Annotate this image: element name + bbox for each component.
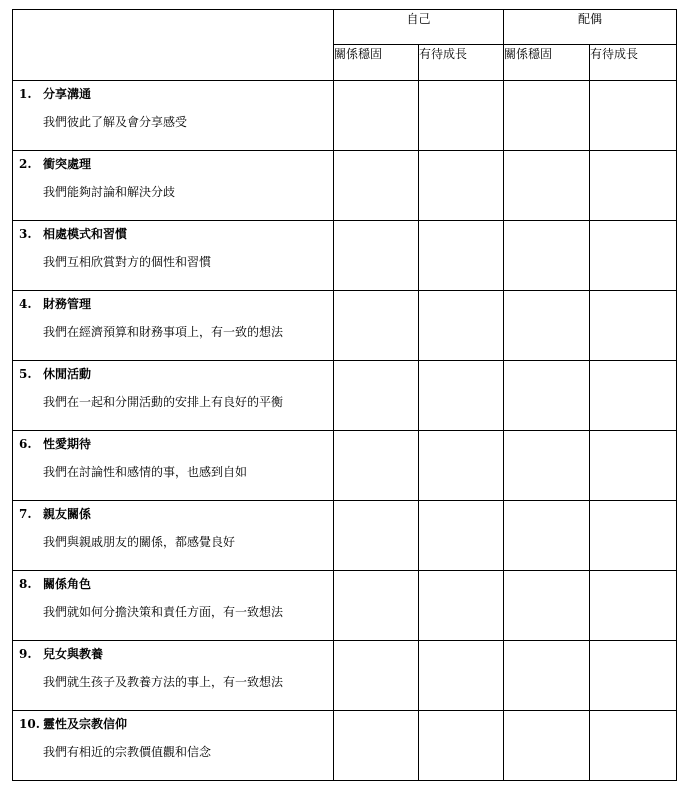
table-row bbox=[13, 361, 677, 431]
header-group-row bbox=[13, 10, 677, 45]
item-number: 10. bbox=[19, 717, 40, 731]
self-stable-cell[interactable] bbox=[334, 81, 419, 151]
header-self-grow: 有待成長 bbox=[419, 45, 504, 81]
item-description: 我們在一起和分開活動的安排上有良好的平衡 bbox=[43, 395, 284, 409]
item-description: 我們在經濟預算和財務事項上，有一致的想法 bbox=[43, 325, 284, 339]
self-stable-cell[interactable] bbox=[334, 711, 419, 781]
item-heading bbox=[19, 227, 333, 241]
spouse-stable-cell[interactable] bbox=[504, 501, 590, 571]
item-title: 衝突處理 bbox=[43, 157, 92, 171]
table-row bbox=[13, 291, 677, 361]
spouse-grow-cell[interactable] bbox=[590, 81, 677, 151]
self-grow-cell[interactable] bbox=[419, 501, 504, 571]
self-grow-cell[interactable] bbox=[419, 641, 504, 711]
item-label-cell bbox=[13, 571, 334, 641]
item-number: 2. bbox=[19, 157, 32, 171]
self-stable-cell[interactable] bbox=[334, 431, 419, 501]
table-row bbox=[13, 711, 677, 781]
header-self: 自己 bbox=[334, 10, 504, 45]
table-row bbox=[13, 641, 677, 711]
self-stable-cell[interactable] bbox=[334, 151, 419, 221]
table-row bbox=[13, 431, 677, 501]
self-grow-cell[interactable] bbox=[419, 291, 504, 361]
spouse-stable-cell[interactable] bbox=[504, 711, 590, 781]
table-row bbox=[13, 151, 677, 221]
item-title: 相處模式和習慣 bbox=[43, 227, 128, 241]
spouse-stable-cell[interactable] bbox=[504, 81, 590, 151]
self-grow-cell[interactable] bbox=[419, 431, 504, 501]
item-description: 我們有相近的宗教價值觀和信念 bbox=[43, 745, 212, 759]
item-title: 財務管理 bbox=[43, 297, 92, 311]
item-number: 5. bbox=[19, 367, 32, 381]
item-description: 我們能夠討論和解決分歧 bbox=[43, 185, 176, 199]
item-heading bbox=[19, 717, 333, 731]
item-label-cell bbox=[13, 361, 334, 431]
self-grow-cell[interactable] bbox=[419, 221, 504, 291]
item-number: 1. bbox=[19, 87, 32, 101]
item-heading bbox=[19, 157, 333, 171]
self-stable-cell[interactable] bbox=[334, 501, 419, 571]
item-title: 兒女與教養 bbox=[43, 647, 104, 661]
spouse-grow-cell[interactable] bbox=[590, 361, 677, 431]
table-row bbox=[13, 221, 677, 291]
spouse-stable-cell[interactable] bbox=[504, 571, 590, 641]
relationship-assessment-table bbox=[12, 9, 677, 781]
item-number: 9. bbox=[19, 647, 32, 661]
item-title: 分享溝通 bbox=[43, 87, 92, 101]
spouse-stable-cell[interactable] bbox=[504, 431, 590, 501]
spouse-stable-cell[interactable] bbox=[504, 221, 590, 291]
item-label-cell bbox=[13, 501, 334, 571]
item-number: 3. bbox=[19, 227, 32, 241]
header-self-stable: 關係穩固 bbox=[334, 45, 419, 81]
self-stable-cell[interactable] bbox=[334, 571, 419, 641]
item-heading bbox=[19, 297, 333, 311]
spouse-grow-cell[interactable] bbox=[590, 151, 677, 221]
item-label-cell bbox=[13, 81, 334, 151]
item-heading bbox=[19, 87, 333, 101]
header-spouse-stable: 關係穩固 bbox=[504, 45, 590, 81]
item-heading bbox=[19, 437, 333, 451]
item-label-cell bbox=[13, 221, 334, 291]
item-number: 8. bbox=[19, 577, 32, 591]
table-row bbox=[13, 81, 677, 151]
item-description: 我們互相欣賞對方的個性和習慣 bbox=[43, 255, 212, 269]
item-title: 關係角色 bbox=[43, 577, 92, 591]
item-label-cell bbox=[13, 291, 334, 361]
header-spouse: 配偶 bbox=[504, 10, 677, 45]
item-description: 我們就如何分擔決策和責任方面，有一致想法 bbox=[43, 605, 284, 619]
spouse-grow-cell[interactable] bbox=[590, 711, 677, 781]
spouse-grow-cell[interactable] bbox=[590, 571, 677, 641]
item-label-cell bbox=[13, 711, 334, 781]
item-description: 我們在討論性和感情的事，也感到自如 bbox=[43, 465, 248, 479]
self-grow-cell[interactable] bbox=[419, 81, 504, 151]
spouse-grow-cell[interactable] bbox=[590, 291, 677, 361]
item-heading bbox=[19, 647, 333, 661]
item-description: 我們彼此了解及會分享感受 bbox=[43, 115, 188, 129]
item-number: 4. bbox=[19, 297, 32, 311]
item-heading bbox=[19, 577, 333, 591]
spouse-stable-cell[interactable] bbox=[504, 361, 590, 431]
item-title: 性愛期待 bbox=[43, 437, 92, 451]
item-heading bbox=[19, 367, 333, 381]
item-heading bbox=[19, 507, 333, 521]
item-number: 6. bbox=[19, 437, 32, 451]
item-description: 我們與親戚朋友的關係，都感覺良好 bbox=[43, 535, 236, 549]
self-stable-cell[interactable] bbox=[334, 291, 419, 361]
header-blank-cell bbox=[13, 10, 334, 81]
assessment-items bbox=[13, 81, 677, 781]
item-number: 7. bbox=[19, 507, 32, 521]
spouse-stable-cell[interactable] bbox=[504, 151, 590, 221]
item-title: 靈性及宗教信仰 bbox=[43, 717, 128, 731]
item-label-cell bbox=[13, 641, 334, 711]
table-row bbox=[13, 501, 677, 571]
item-title: 親友關係 bbox=[43, 507, 92, 521]
spouse-grow-cell[interactable] bbox=[590, 501, 677, 571]
self-stable-cell[interactable] bbox=[334, 361, 419, 431]
table-row bbox=[13, 571, 677, 641]
item-description: 我們就生孩子及教養方法的事上，有一致想法 bbox=[43, 675, 284, 689]
spouse-grow-cell[interactable] bbox=[590, 221, 677, 291]
self-grow-cell[interactable] bbox=[419, 361, 504, 431]
self-stable-cell[interactable] bbox=[334, 641, 419, 711]
header-spouse-grow: 有待成長 bbox=[590, 45, 677, 81]
item-label-cell bbox=[13, 431, 334, 501]
self-grow-cell[interactable] bbox=[419, 711, 504, 781]
self-stable-cell[interactable] bbox=[334, 221, 419, 291]
spouse-grow-cell[interactable] bbox=[590, 431, 677, 501]
spouse-grow-cell[interactable] bbox=[590, 641, 677, 711]
self-grow-cell[interactable] bbox=[419, 571, 504, 641]
spouse-stable-cell[interactable] bbox=[504, 291, 590, 361]
self-grow-cell[interactable] bbox=[419, 151, 504, 221]
item-label-cell bbox=[13, 151, 334, 221]
item-title: 休閒活動 bbox=[43, 367, 92, 381]
spouse-stable-cell[interactable] bbox=[504, 641, 590, 711]
